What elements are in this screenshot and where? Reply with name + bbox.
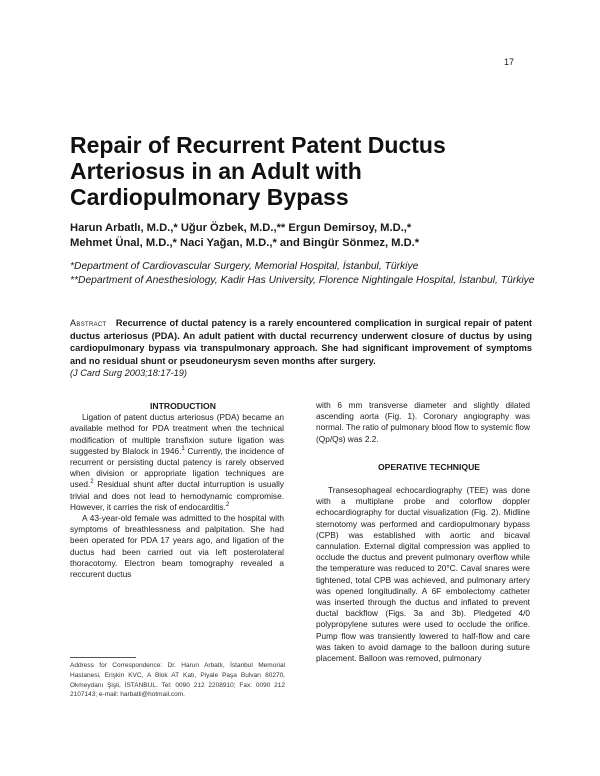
intro-text-a: Ligation of patent ductus arteriosus (PDA) became an available method for PDA treatment when the technical modification of multiple transfixion suture ligation was suggested by Blalock in 1946. <box>70 412 284 456</box>
abstract <box>70 317 532 380</box>
left-column <box>70 401 284 580</box>
abstract-body: Recurrence of ductal patency is a rarely encountered complication in surgical repair of patent ductus arteriosus (PDA). An adult patient with ductal recurrency underwent closure of ductus by using cardiopulmonary bypass via transpulmonary approach. She had significant improvement of symptoms and no residual shunt or pseudoneurysm seven months after surgery. <box>70 318 532 366</box>
affiliation-2: **Department of Anesthesiology, Kadir Has University, Florence Nightingale Hospital, İstanbul, Türkiye <box>70 275 535 286</box>
continued-paragraph: with 6 mm transverse diameter and slightly dilated ascending aorta (Fig. 1). Coronary angiography was normal. The ratio of pulmonary blood flow to systemic flow (Qp/Qs) was 2.2. <box>316 400 530 444</box>
right-column <box>316 400 530 664</box>
author-line-2: Mehmet Ünal, M.D.,* Naci Yağan, M.D.,* and Bingür Sönmez, M.D.* <box>70 237 420 249</box>
intro-text-c: Residual shunt after ductal inturruption is usually trivial and does not lead to hemodynamic compromise. However, it carries the risk of endocarditis. <box>70 479 284 512</box>
author-list <box>70 221 540 251</box>
operative-technique-paragraph: Transesophageal echocardiography (TEE) was done with a multiplane probe and colorflow doppler echocardiography for ductal visualization (Fig. 2). Midline sternotomy was performed and cardiopulmonary bypass (CPB) was established with aortic and bicaval cannulation. External digital compression was applied to occlude the ductus and prevent pulmonary overflow while the temperature was reduced to 20°C. Caval snares were tightened, total CPB was achieved, and pulmonary artery was opened longitudinally. A 6F embolectomy catheter was inserted through the ductus and inflated to prevent ductal backflow (Figs. 3a and 3b). Pledgeted 4/0 polypropylene sutures were used to occlude the orifice. Pump flow was transiently lowered to half-flow and care was taken to avoid damage to the balloon during suture placement. Balloon was removed, pulmonary <box>316 485 530 664</box>
operative-technique-heading: OPERATIVE TECHNIQUE <box>377 461 481 472</box>
article-title: Repair of Recurrent Patent Ductus Arteriosus in an Adult with Cardiopulmonary Bypass <box>70 132 446 210</box>
introduction-heading: INTRODUCTION <box>150 401 216 411</box>
reference-marker: 2 <box>225 502 230 509</box>
correspondence-footnote: Address for Correspondence: Dr. Harun Arbatlı, İstanbul Memorial Hastanesi, Erişkin KVC, A Blok AT Katı, Piyale Paşa Bulvarı 80270, Okmeydanı Şişli, İSTANBUL. Tel: 0090 212 2208910; Fax: 0090 212 2107143; e-mail: harbatli@hotmail.com. <box>70 662 285 699</box>
affiliation-1: *Department of Cardiovascular Surgery, Memorial Hospital, İstanbul, Türkiye <box>70 261 419 272</box>
footnote-divider <box>70 657 136 658</box>
intro-text-b: Currently, the incidence of recurrent or persisting ductal patency is rarely observed when division or appropriate ligation techniques are used. <box>70 445 284 490</box>
reference-marker: 1 <box>181 446 185 453</box>
page-number: 17 <box>503 57 514 67</box>
abstract-citation: (J Card Surg 2003;18:17-19) <box>70 368 187 379</box>
introduction-paragraph-2: A 43-year-old female was admitted to the hospital with symptoms of breathlessness and palpitation. She had been operated for PDA 17 years ago, and ligation of the ductus had been carried out via left posterolateral thoracotomy. Electron beam tomography revealed a reccurent ductus <box>70 513 284 580</box>
abstract-label: Abstract <box>70 318 107 328</box>
author-line-1: Harun Arbatlı, M.D.,* Uğur Özbek, M.D.,** Ergun Demirsoy, M.D.,* <box>70 222 412 234</box>
reference-marker: 2 <box>90 479 94 486</box>
affiliations <box>70 260 540 288</box>
introduction-paragraph-1 <box>70 412 284 513</box>
